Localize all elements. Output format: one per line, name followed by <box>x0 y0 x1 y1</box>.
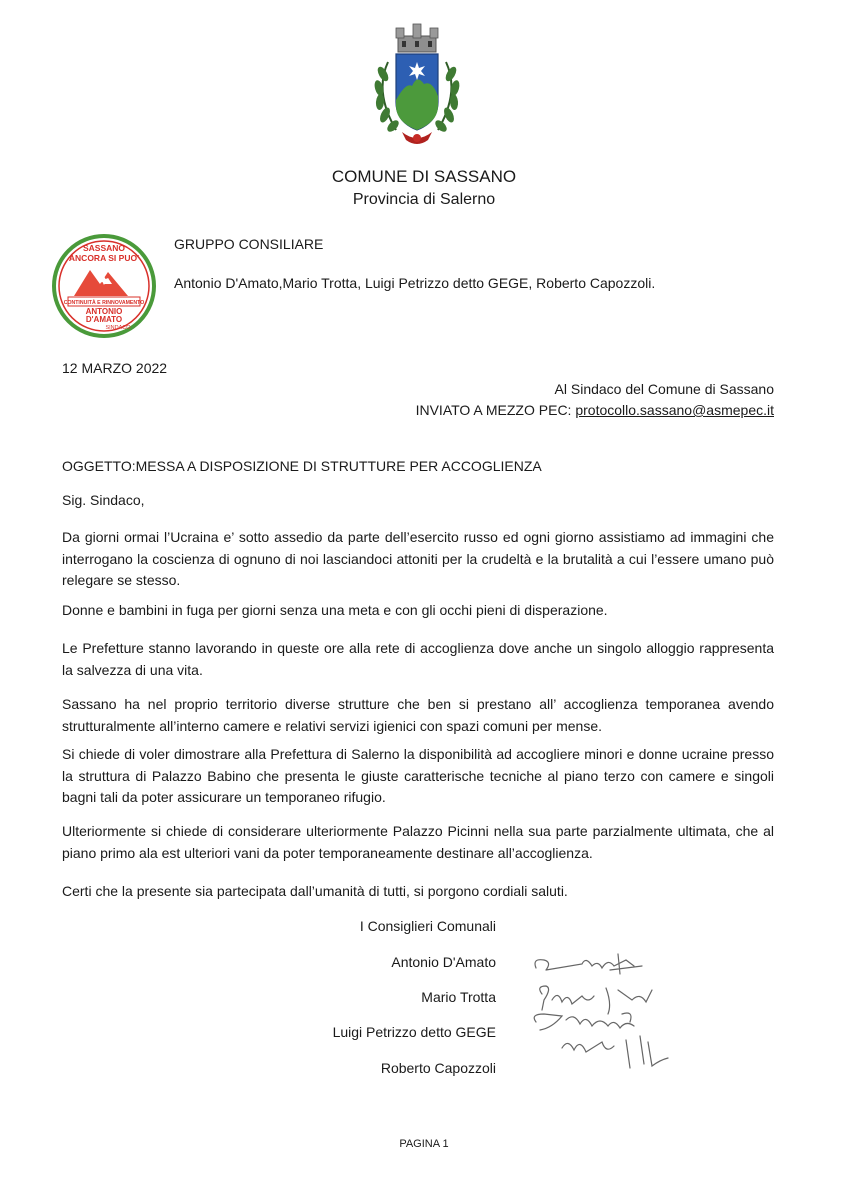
logo-top-text-2: ANCORA SI PUO' <box>68 253 140 263</box>
provincia-subtitle: Provincia di Salerno <box>352 191 496 208</box>
signatory-name: Roberto Capozzoli <box>380 1060 496 1076</box>
shield-icon <box>396 54 438 130</box>
signatory-name: Mario Trotta <box>421 989 496 1005</box>
gruppo-members: Antonio D'Amato,Mario Trotta, Luigi Petrizzo detto GEGE, Roberto Capozzoli. <box>174 275 656 291</box>
pec-label: INVIATO A MEZZO PEC: <box>415 402 576 418</box>
paragraph: Sassano ha nel proprio territorio diverse strutture che ben si prestano all’ accoglienza temporanea avendo strutturalmente all’interno camere e relativi servizi igienici con spazi comuni per mense. <box>62 696 774 734</box>
pec-email-link[interactable]: protocollo.sassano@asmepec.it <box>575 402 774 418</box>
party-logo <box>52 234 156 338</box>
logo-role: SINDACO <box>105 325 131 331</box>
signatories-heading: I Consiglieri Comunali <box>359 918 496 934</box>
page-number: PAGINA 1 <box>399 1138 449 1150</box>
crown-icon <box>396 24 438 52</box>
letter-date: 12 MARZO 2022 <box>62 360 168 376</box>
ribbon-icon <box>402 132 432 144</box>
signatory-name: Antonio D'Amato <box>391 954 496 970</box>
logo-name-2: D'AMATO <box>85 315 123 324</box>
paragraph: Donne e bambini in fuga per giorni senza una meta e con gli occhi pieni di disperazione. <box>62 602 608 618</box>
salutation: Sig. Sindaco, <box>62 492 145 508</box>
logo-banner-text: CONTINUITÀ E RINNOVAMENTO <box>63 300 145 306</box>
paragraph: Si chiede di voler dimostrare alla Prefettura di Salerno la disponibilità ad accogliere minori e donne ucraine presso la struttura di Palazzo Babino che presenta le giuste caratterische tecniche al piano terzo con camere e singoli bagni tali da poter assicurare un temporaneo rifugio. <box>62 746 774 805</box>
signatory-name: Luigi Petrizzo detto GEGE <box>332 1024 496 1040</box>
gruppo-title: GRUPPO CONSILIARE <box>174 236 324 252</box>
pec-line <box>416 402 774 418</box>
recipient-line: Al Sindaco del Comune di Sassano <box>554 381 774 397</box>
coat-of-arms-emblem <box>366 22 468 150</box>
paragraph: Certi che la presente sia partecipata dall’umanità di tutti, si porgono cordiali saluti. <box>62 883 568 899</box>
logo-name-1: ANTONIO <box>85 307 123 316</box>
letter-subject: OGGETTO:MESSA A DISPOSIZIONE DI STRUTTURE PER ACCOGLIENZA <box>62 458 542 474</box>
paragraph: Da giorni ormai l’Ucraina e’ sotto assedio da parte dell’esercito russo ed ogni giorno assistiamo ad immagini che interrogano la coscienza di ognuno di noi lasciandoci attoniti per la crudeltà e la brutalità a cui l’essere umano può relegare se stesso. <box>62 529 774 588</box>
paragraph: Ulteriormente si chiede di considerare ulteriormente Palazzo Picinni nella sua parte parzialmente ultimata, che al piano primo ala est ulteriori vani da poter temporaneamente destinare all’accoglienza. <box>62 823 774 861</box>
logo-top-text-1: SASSANO <box>82 243 126 253</box>
handwritten-signatures <box>522 930 682 1080</box>
paragraph: Le Prefetture stanno lavorando in queste ore alla rete di accoglienza dove anche un singolo alloggio rappresenta la salvezza di una vita. <box>62 640 774 678</box>
comune-title: COMUNE DI SASSANO <box>331 167 517 186</box>
